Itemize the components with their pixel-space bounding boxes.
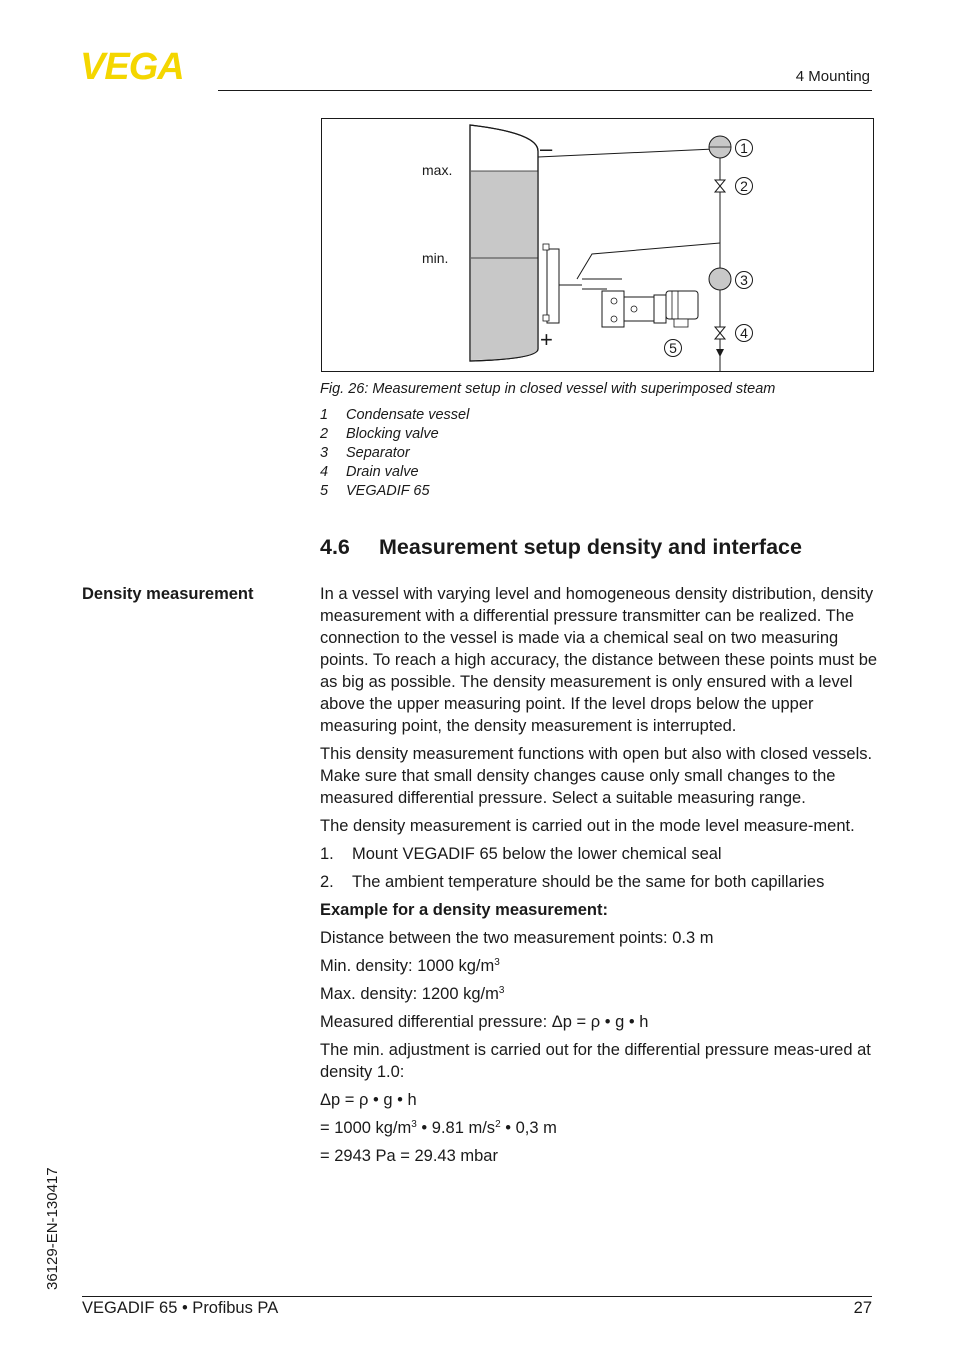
- figure-caption: Fig. 26: Measurement setup in closed vessel with superimposed steam: [320, 381, 776, 397]
- vessel-liquid: [471, 171, 538, 360]
- list-item: 1. Mount VEGADIF 65 below the lower chemical seal: [320, 845, 722, 863]
- paragraph: The density measurement is carried out in the mode level measure-ment.: [320, 817, 855, 835]
- drain-valve: [715, 327, 725, 339]
- measured-line: Measured differential pressure: Δp = ρ • g • h: [320, 1013, 649, 1031]
- distance-line: Distance between the two measurement points: 0.3 m: [320, 929, 714, 947]
- label-max: max.: [422, 162, 453, 178]
- blocking-valve: [715, 180, 725, 192]
- max-density-line: Max. density: 1200 $kg/m^3$: [320, 985, 505, 1003]
- legend-item: 5 VEGADIF 65: [320, 483, 430, 499]
- footer-rule: [82, 1296, 872, 1297]
- calc-line: = 1000 $kg/m^3$ • 9.81 $m/s^2$ • 0,3 m: [320, 1119, 557, 1137]
- section-heading: [320, 535, 802, 560]
- callout-5: 5: [669, 340, 677, 356]
- callout-2: 2: [740, 178, 748, 194]
- vegadif-transmitter: [602, 291, 698, 327]
- page-number: 27: [853, 1299, 872, 1317]
- formula-line: Δp = ρ • g • h: [320, 1091, 417, 1109]
- header-section-title: 4 Mounting: [795, 68, 870, 85]
- vega-logo: [80, 50, 212, 87]
- callout-1: 1: [740, 140, 748, 156]
- legend-item: 1 Condensate vessel: [320, 407, 470, 423]
- vessel-diagram: [322, 119, 873, 371]
- header-rule: [218, 90, 872, 91]
- side-label: Density measurement: [82, 585, 254, 603]
- callout-4: 4: [740, 325, 748, 341]
- document-code: 36129-EN-130417: [44, 1167, 61, 1290]
- min-density-line: Min. density: 1000 $kg/m^3$: [320, 957, 500, 975]
- body-text: [320, 583, 880, 1173]
- result-line: = 2943 Pa = 29.43 mbar: [320, 1147, 498, 1165]
- lower-flange: [547, 249, 559, 323]
- example-title: Example for a density measurement:: [320, 901, 608, 919]
- vega-logo-text: VEGA: [80, 50, 184, 82]
- sign-plus: +: [540, 327, 553, 352]
- legend-item: 3 Separator: [320, 445, 410, 461]
- separator: [709, 268, 731, 290]
- callout-3: 3: [740, 272, 748, 288]
- label-min: min.: [422, 250, 449, 266]
- drain-arrow: [716, 349, 724, 357]
- steps-list: [320, 843, 880, 893]
- section-number: 4.6: [320, 535, 350, 559]
- legend-item: 4 Drain valve: [320, 464, 419, 480]
- footer-product: VEGADIF 65 • Profibus PA: [82, 1299, 279, 1317]
- min-adjust-line: The min. adjustment is carried out for the differential pressure meas-ured at density 1.0:: [320, 1041, 871, 1081]
- paragraph: This density measurement functions with open but also with closed vessels. Make sure that small density changes cause only small changes to the measured differential pressure. Select a suitable measuring range.: [320, 745, 873, 807]
- paragraph: In a vessel with varying level and homogeneous density distribution, density measurement with a differential pressure transmitter can be realized. The connection to the vessel is made via a chemical seal on two measuring points. To reach a high accuracy, the distance between these points must be as big as possible. The density measurement is only ensured with a level above the upper measuring point. If the level drops below the upper measuring point, the density measurement is interrupted.: [320, 585, 878, 735]
- legend-item: 2 Blocking valve: [320, 426, 439, 442]
- figure-box: [321, 118, 874, 372]
- list-item: 2. The ambient temperature should be the same for both capillaries: [320, 873, 825, 891]
- figure-legend: [320, 406, 469, 501]
- section-title: Measurement setup density and interface: [379, 535, 802, 559]
- sign-minus: –: [540, 136, 553, 161]
